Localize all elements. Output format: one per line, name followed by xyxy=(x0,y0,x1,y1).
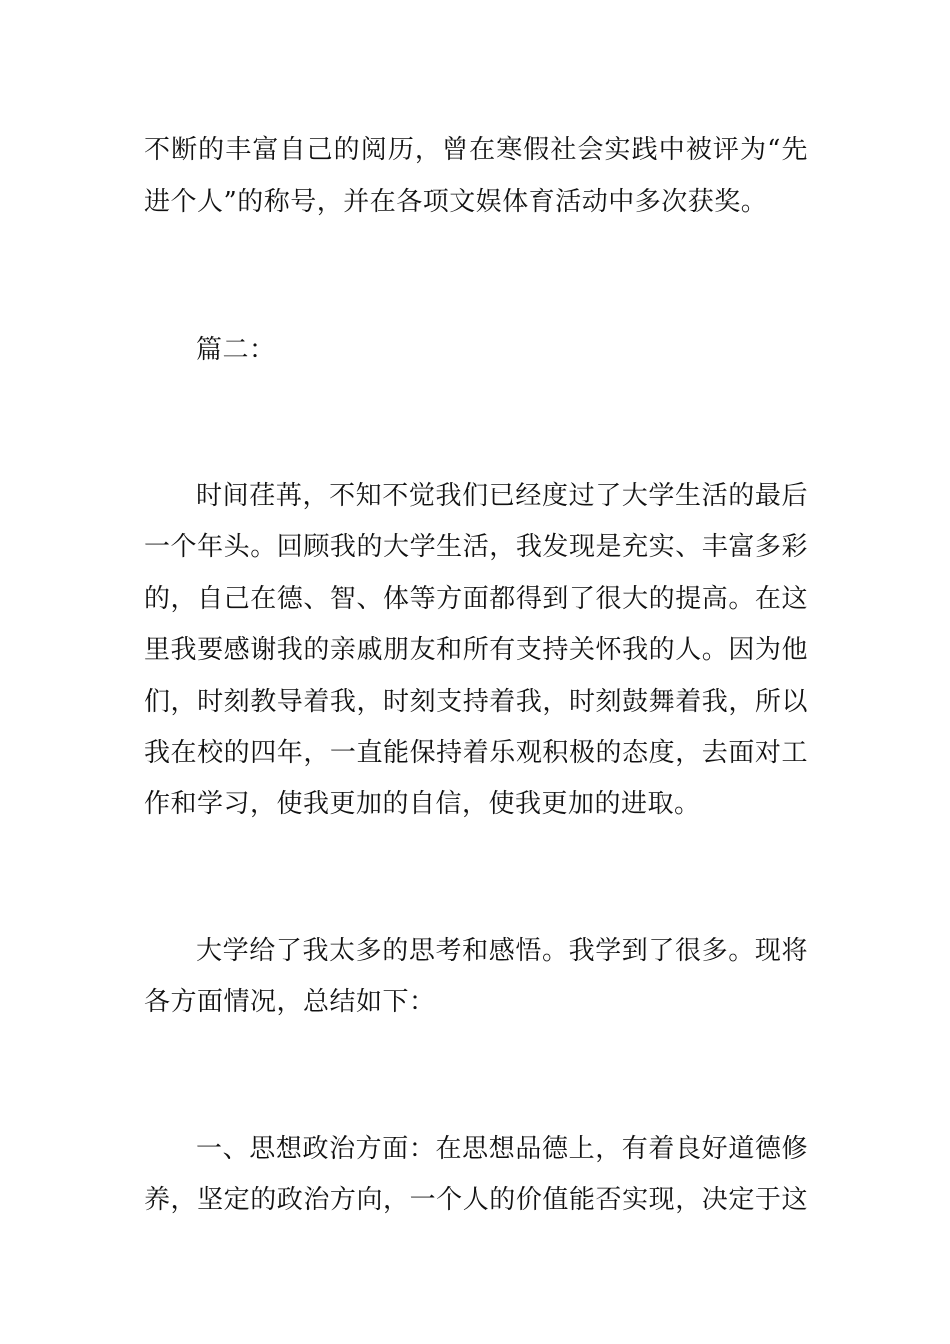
text-line: 里我要感谢我的亲戚朋友和所有支持关怀我的人。因为他 xyxy=(144,635,808,665)
text-line: 我在校的四年，一直能保持着乐观积极的态度，去面对工 xyxy=(144,738,808,768)
text-line: 一、思想政治方面：在思想品德上，有着良好道德修 xyxy=(196,1134,808,1164)
text-line: 进个人”的称号，并在各项文娱体育活动中多次获奖。 xyxy=(144,187,768,217)
text-line: 们，时刻教导着我，时刻支持着我，时刻鼓舞着我，所以 xyxy=(144,687,808,717)
text-line: 一个年头。回顾我的大学生活，我发现是充实、丰富多彩 xyxy=(144,532,808,562)
text-line: 不断的丰富自己的阅历，曾在寒假社会实践中被评为“先 xyxy=(144,135,808,165)
text-line: 的，自己在德、智、体等方面都得到了很大的提高。在这 xyxy=(144,584,808,614)
text-line: 大学给了我太多的思考和感悟。我学到了很多。现将 xyxy=(196,936,808,966)
text-line: 作和学习，使我更加的自信，使我更加的进取。 xyxy=(144,789,701,819)
text-line: 养，坚定的政治方向，一个人的价值能否实现，决定于这 xyxy=(144,1185,808,1215)
text-line: 各方面情况，总结如下： xyxy=(144,987,436,1017)
text-line: 时间荏苒，不知不觉我们已经度过了大学生活的最后 xyxy=(196,481,808,511)
section-heading: 篇二： xyxy=(196,335,276,365)
